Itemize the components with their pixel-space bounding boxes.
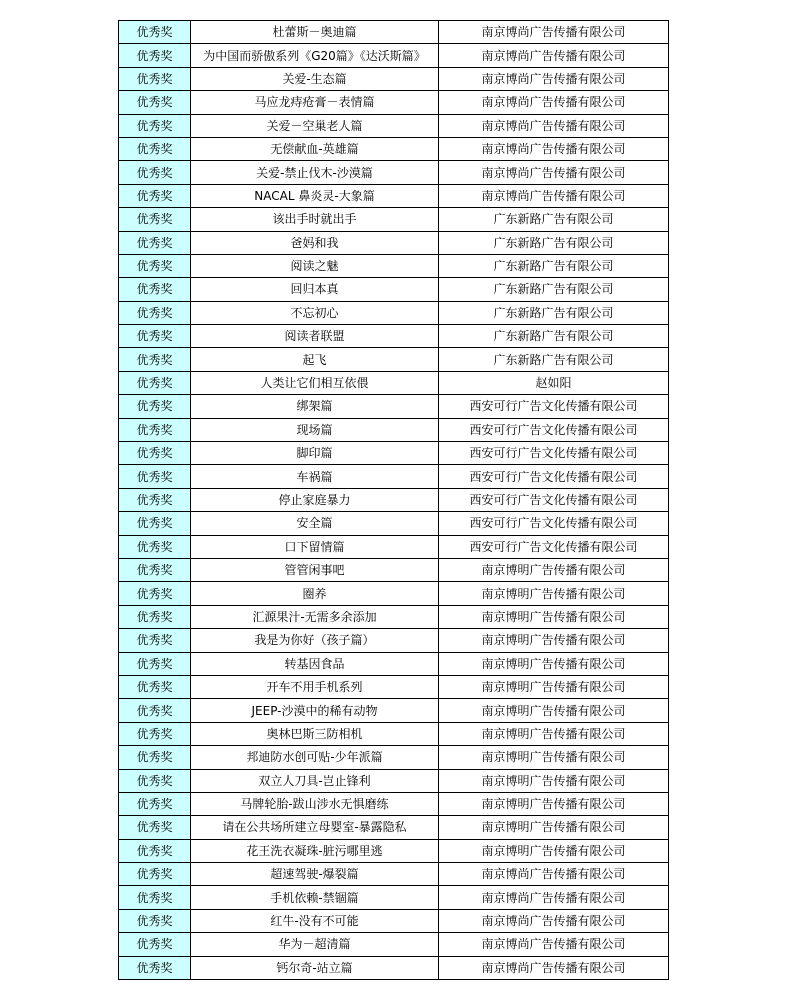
company-cell: 广东新路广告有限公司: [439, 254, 669, 277]
title-cell: 绑架篇: [191, 395, 439, 418]
title-cell: 超速驾驶-爆裂篇: [191, 863, 439, 886]
table-row: [119, 699, 669, 722]
company-cell: 赵如阳: [439, 371, 669, 394]
company-cell: 南京博尚广告传播有限公司: [439, 161, 669, 184]
company-cell: 南京博尚广告传播有限公司: [439, 137, 669, 160]
title-cell: 阅读之魅: [191, 254, 439, 277]
table-row: [119, 722, 669, 745]
award-cell: 优秀奖: [119, 933, 191, 956]
title-cell: 转基因食品: [191, 652, 439, 675]
title-cell: 华为－超清篇: [191, 933, 439, 956]
company-cell: 南京博明广告传播有限公司: [439, 816, 669, 839]
table-row: [119, 746, 669, 769]
award-cell: 优秀奖: [119, 675, 191, 698]
award-cell: 优秀奖: [119, 442, 191, 465]
title-cell: 我是为你好（孩子篇）: [191, 629, 439, 652]
title-cell: 爸妈和我: [191, 231, 439, 254]
award-cell: 优秀奖: [119, 605, 191, 628]
table-row: [119, 558, 669, 581]
company-cell: 南京博明广告传播有限公司: [439, 769, 669, 792]
title-cell: 双立人刀具-岂止锋利: [191, 769, 439, 792]
title-cell: 阅读者联盟: [191, 325, 439, 348]
company-cell: 南京博尚广告传播有限公司: [439, 933, 669, 956]
award-cell: 优秀奖: [119, 231, 191, 254]
table-row: [119, 629, 669, 652]
title-cell: 口下留情篇: [191, 535, 439, 558]
title-cell: 该出手时就出手: [191, 208, 439, 231]
table-row: [119, 956, 669, 979]
table-row: [119, 792, 669, 815]
title-cell: 马应龙痔疮膏－表情篇: [191, 91, 439, 114]
company-cell: 广东新路广告有限公司: [439, 301, 669, 324]
company-cell: 南京博尚广告传播有限公司: [439, 114, 669, 137]
award-cell: 优秀奖: [119, 769, 191, 792]
company-cell: 广东新路广告有限公司: [439, 348, 669, 371]
award-cell: 优秀奖: [119, 535, 191, 558]
award-cell: 优秀奖: [119, 114, 191, 137]
table-row: [119, 67, 669, 90]
award-cell: 优秀奖: [119, 816, 191, 839]
title-cell: 钙尔奇-站立篇: [191, 956, 439, 979]
award-table: [118, 20, 669, 980]
table-row: [119, 114, 669, 137]
company-cell: 广东新路广告有限公司: [439, 278, 669, 301]
title-cell: 为中国而骄傲系列《G20篇》《达沃斯篇》: [191, 44, 439, 67]
company-cell: 南京博尚广告传播有限公司: [439, 21, 669, 44]
award-cell: 优秀奖: [119, 184, 191, 207]
table-row: [119, 348, 669, 371]
title-cell: 无偿献血-英雄篇: [191, 137, 439, 160]
company-cell: 南京博明广告传播有限公司: [439, 792, 669, 815]
company-cell: 南京博明广告传播有限公司: [439, 558, 669, 581]
award-cell: 优秀奖: [119, 21, 191, 44]
award-cell: 优秀奖: [119, 839, 191, 862]
company-cell: 南京博尚广告传播有限公司: [439, 909, 669, 932]
company-cell: 西安可行广告文化传播有限公司: [439, 418, 669, 441]
title-cell: 回归本真: [191, 278, 439, 301]
title-cell: 车祸篇: [191, 465, 439, 488]
title-cell: 不忘初心: [191, 301, 439, 324]
table-row: [119, 675, 669, 698]
company-cell: 南京博明广告传播有限公司: [439, 629, 669, 652]
award-cell: 优秀奖: [119, 161, 191, 184]
title-cell: 现场篇: [191, 418, 439, 441]
title-cell: 起飞: [191, 348, 439, 371]
table-row: [119, 301, 669, 324]
company-cell: 西安可行广告文化传播有限公司: [439, 465, 669, 488]
company-cell: 西安可行广告文化传播有限公司: [439, 442, 669, 465]
award-cell: 优秀奖: [119, 348, 191, 371]
award-cell: 优秀奖: [119, 325, 191, 348]
table-row: [119, 652, 669, 675]
title-cell: 开车不用手机系列: [191, 675, 439, 698]
table-row: [119, 137, 669, 160]
table-row: [119, 418, 669, 441]
award-cell: 优秀奖: [119, 371, 191, 394]
table-row: [119, 582, 669, 605]
title-cell: 安全篇: [191, 512, 439, 535]
award-cell: 优秀奖: [119, 886, 191, 909]
company-cell: 西安可行广告文化传播有限公司: [439, 512, 669, 535]
table-row: [119, 933, 669, 956]
award-cell: 优秀奖: [119, 278, 191, 301]
company-cell: 南京博明广告传播有限公司: [439, 839, 669, 862]
title-cell: 关爱-生态篇: [191, 67, 439, 90]
company-cell: 南京博尚广告传播有限公司: [439, 956, 669, 979]
company-cell: 南京博尚广告传播有限公司: [439, 91, 669, 114]
award-cell: 优秀奖: [119, 722, 191, 745]
company-cell: 南京博明广告传播有限公司: [439, 699, 669, 722]
table-row: [119, 863, 669, 886]
award-cell: 优秀奖: [119, 956, 191, 979]
table-row: [119, 395, 669, 418]
title-cell: 关爱－空巢老人篇: [191, 114, 439, 137]
company-cell: 西安可行广告文化传播有限公司: [439, 535, 669, 558]
table-row: [119, 21, 669, 44]
title-cell: NACAL 鼻炎灵-大象篇: [191, 184, 439, 207]
award-cell: 优秀奖: [119, 301, 191, 324]
company-cell: 南京博尚广告传播有限公司: [439, 886, 669, 909]
award-cell: 优秀奖: [119, 137, 191, 160]
table-row: [119, 208, 669, 231]
award-cell: 优秀奖: [119, 254, 191, 277]
company-cell: 南京博明广告传播有限公司: [439, 582, 669, 605]
title-cell: 关爱-禁止伐木-沙漠篇: [191, 161, 439, 184]
title-cell: 圈养: [191, 582, 439, 605]
award-cell: 优秀奖: [119, 488, 191, 511]
table-row: [119, 44, 669, 67]
company-cell: 南京博明广告传播有限公司: [439, 722, 669, 745]
title-cell: 停止家庭暴力: [191, 488, 439, 511]
table-row: [119, 816, 669, 839]
table-row: [119, 254, 669, 277]
title-cell: 马牌轮胎-跋山涉水无惧磨练: [191, 792, 439, 815]
award-table-body: [119, 21, 669, 980]
award-cell: 优秀奖: [119, 91, 191, 114]
award-cell: 优秀奖: [119, 395, 191, 418]
award-cell: 优秀奖: [119, 512, 191, 535]
company-cell: 南京博尚广告传播有限公司: [439, 184, 669, 207]
table-row: [119, 909, 669, 932]
award-cell: 优秀奖: [119, 629, 191, 652]
table-row: [119, 278, 669, 301]
company-cell: 西安可行广告文化传播有限公司: [439, 488, 669, 511]
company-cell: 广东新路广告有限公司: [439, 231, 669, 254]
company-cell: 南京博明广告传播有限公司: [439, 746, 669, 769]
award-cell: 优秀奖: [119, 652, 191, 675]
company-cell: 南京博明广告传播有限公司: [439, 605, 669, 628]
title-cell: 邦迪防水创可贴-少年派篇: [191, 746, 439, 769]
award-cell: 优秀奖: [119, 418, 191, 441]
table-row: [119, 886, 669, 909]
award-cell: 优秀奖: [119, 909, 191, 932]
title-cell: 请在公共场所建立母婴室-暴露隐私: [191, 816, 439, 839]
company-cell: 西安可行广告文化传播有限公司: [439, 395, 669, 418]
table-row: [119, 512, 669, 535]
company-cell: 南京博明广告传播有限公司: [439, 652, 669, 675]
company-cell: 南京博尚广告传播有限公司: [439, 863, 669, 886]
award-cell: 优秀奖: [119, 746, 191, 769]
table-row: [119, 465, 669, 488]
title-cell: 杜蕾斯－奥迪篇: [191, 21, 439, 44]
award-cell: 优秀奖: [119, 44, 191, 67]
company-cell: 广东新路广告有限公司: [439, 208, 669, 231]
title-cell: JEEP-沙漠中的稀有动物: [191, 699, 439, 722]
award-cell: 优秀奖: [119, 558, 191, 581]
company-cell: 南京博明广告传播有限公司: [439, 675, 669, 698]
table-row: [119, 769, 669, 792]
table-row: [119, 442, 669, 465]
award-cell: 优秀奖: [119, 582, 191, 605]
title-cell: 奥林巴斯三防相机: [191, 722, 439, 745]
table-row: [119, 839, 669, 862]
table-row: [119, 161, 669, 184]
title-cell: 汇源果汁-无需多余添加: [191, 605, 439, 628]
table-row: [119, 184, 669, 207]
award-cell: 优秀奖: [119, 863, 191, 886]
table-row: [119, 605, 669, 628]
table-row: [119, 488, 669, 511]
table-row: [119, 371, 669, 394]
title-cell: 红牛-没有不可能: [191, 909, 439, 932]
award-cell: 优秀奖: [119, 67, 191, 90]
table-row: [119, 91, 669, 114]
award-cell: 优秀奖: [119, 208, 191, 231]
title-cell: 手机依赖-禁锢篇: [191, 886, 439, 909]
award-cell: 优秀奖: [119, 792, 191, 815]
company-cell: 南京博尚广告传播有限公司: [439, 67, 669, 90]
award-cell: 优秀奖: [119, 699, 191, 722]
title-cell: 花王洗衣凝珠-脏污哪里逃: [191, 839, 439, 862]
title-cell: 人类让它们相互依偎: [191, 371, 439, 394]
title-cell: 管管闲事吧: [191, 558, 439, 581]
title-cell: 脚印篇: [191, 442, 439, 465]
table-row: [119, 231, 669, 254]
award-cell: 优秀奖: [119, 465, 191, 488]
table-row: [119, 325, 669, 348]
company-cell: 广东新路广告有限公司: [439, 325, 669, 348]
company-cell: 南京博尚广告传播有限公司: [439, 44, 669, 67]
table-row: [119, 535, 669, 558]
